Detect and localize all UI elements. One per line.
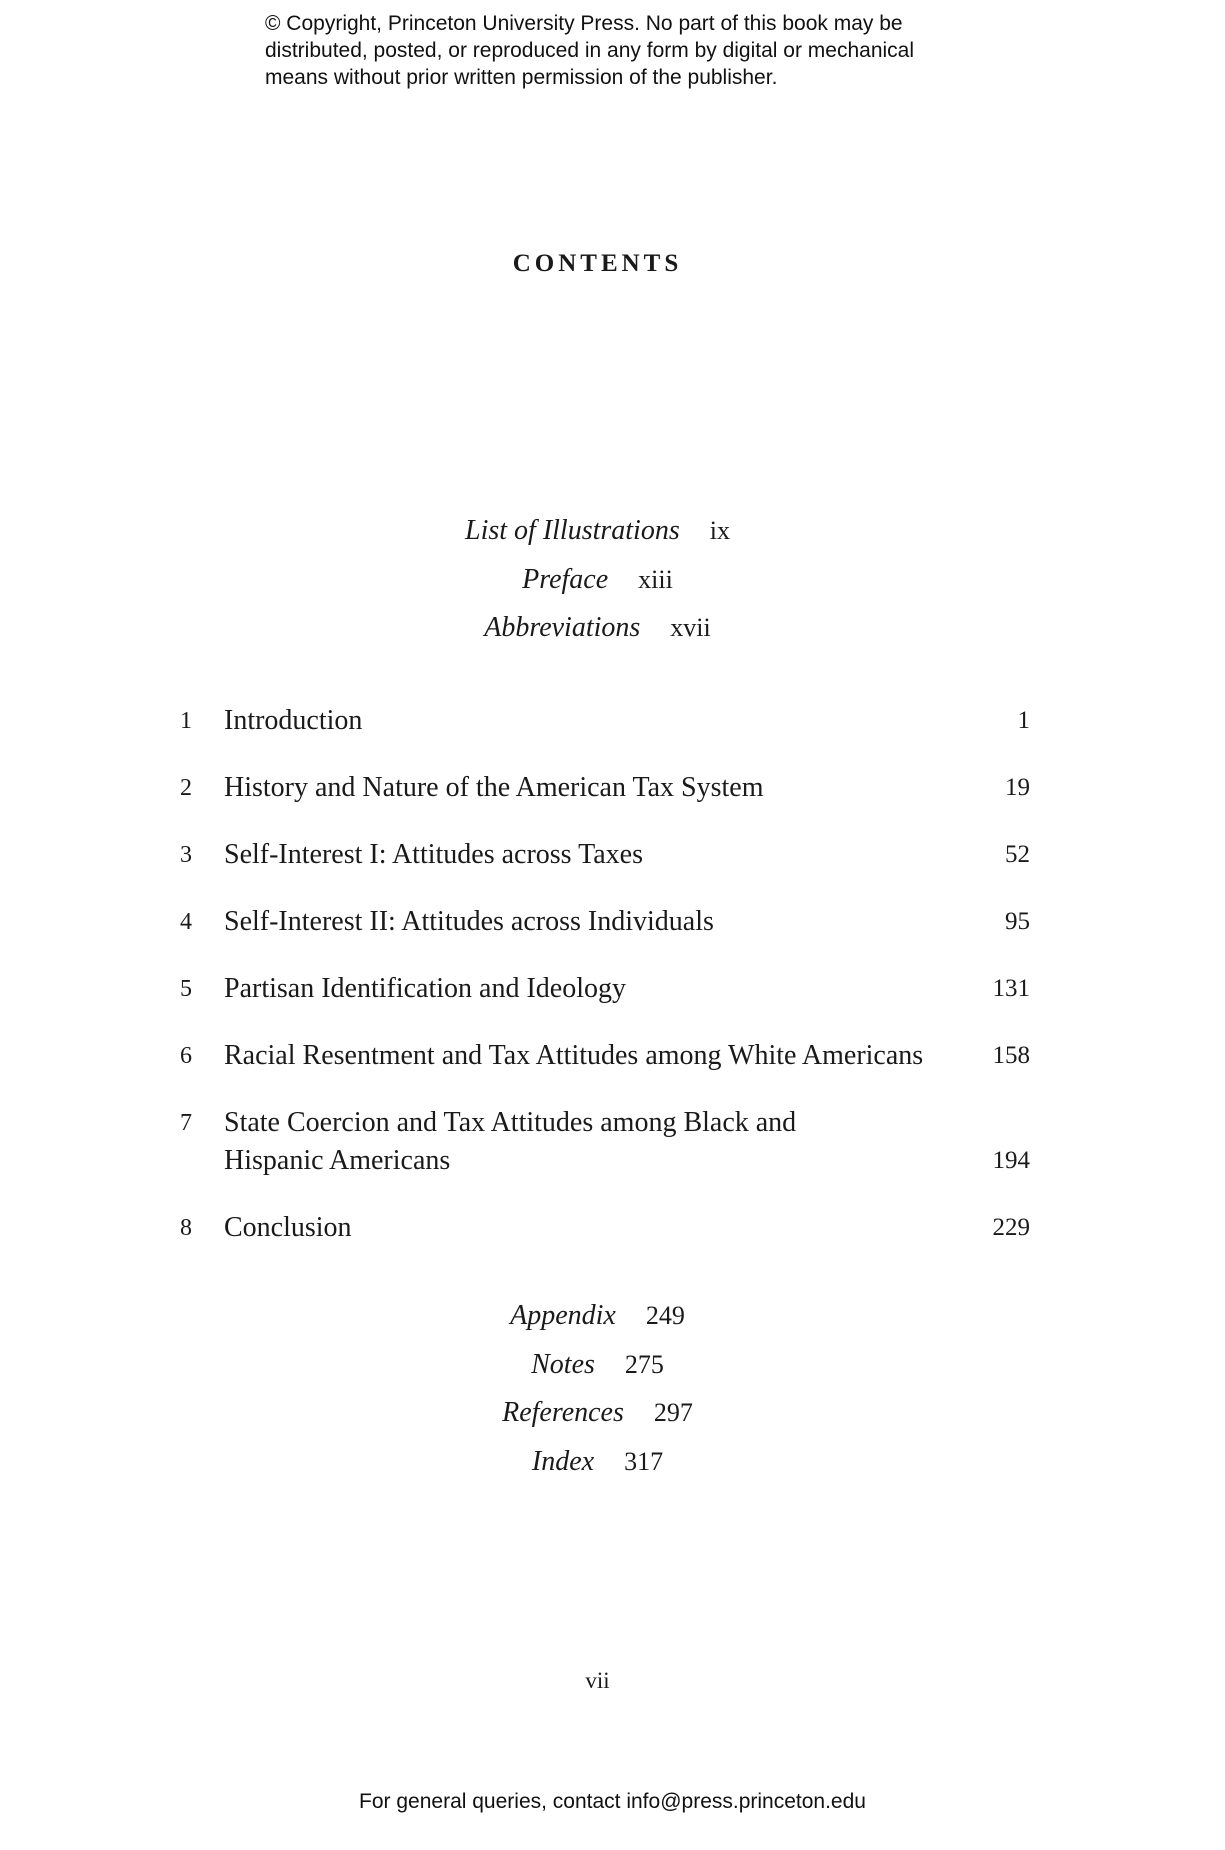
entry-page: 297: [653, 1398, 693, 1427]
chapter-page: 131: [992, 975, 1030, 1002]
chapter-page: 158: [992, 1042, 1030, 1069]
chapter-entry[interactable]: [180, 1209, 1030, 1247]
back-matter-entry[interactable]: [0, 1397, 1195, 1446]
chapter-title: [224, 769, 1030, 807]
entry-title: Abbreviations: [484, 612, 641, 643]
chapter-title-line: Introduction: [224, 705, 363, 736]
chapter-title-line: History and Nature of the American Tax System: [224, 772, 764, 803]
entry-page: xiii: [638, 564, 673, 594]
chapter-entry[interactable]: [180, 970, 1030, 1008]
chapter-title: [224, 1209, 1030, 1247]
front-matter-entry[interactable]: [0, 612, 1195, 661]
entry-title: Index: [531, 1445, 595, 1477]
chapter-title: [224, 836, 1030, 874]
chapter-entry[interactable]: [180, 769, 1030, 807]
copyright-line: © Copyright, Princeton University Press. No part of this book may be: [265, 12, 903, 35]
entry-title: Notes: [531, 1348, 595, 1380]
chapter-page: 229: [992, 1214, 1030, 1241]
chapter-list: [180, 702, 1030, 1276]
front-matter-list: [0, 515, 1195, 661]
chapter-title: [224, 970, 1030, 1008]
chapter-title-line: Self-Interest I: Attitudes across Taxes: [224, 839, 643, 870]
page-number: vii: [585, 1668, 610, 1693]
entry-title: References: [502, 1397, 624, 1428]
chapter-entry[interactable]: [180, 903, 1030, 941]
chapter-number: 2: [180, 775, 192, 801]
entry-page: 317: [624, 1446, 664, 1476]
back-matter-entry[interactable]: [0, 1446, 1195, 1495]
chapter-entry[interactable]: [180, 1104, 1030, 1180]
entry-page: ix: [709, 516, 730, 545]
chapter-title-line: Racial Resentment and Tax Attitudes among White Americans: [224, 1040, 924, 1071]
chapter-title: [224, 702, 1030, 740]
entry-title: Appendix: [510, 1300, 616, 1331]
entry-page: 249: [645, 1301, 685, 1330]
copyright-line: means without prior written permission of the publisher.: [265, 66, 778, 89]
chapter-title-line: Partisan Identification and Ideology: [224, 973, 626, 1004]
footer-contact: For general queries, contact info@press.princeton.edu: [359, 1790, 866, 1813]
chapter-title-line: Self-Interest II: Attitudes across Individuals: [224, 906, 714, 937]
chapter-title: [224, 1037, 1030, 1075]
chapter-title-line: Hispanic Americans: [224, 1145, 451, 1176]
chapter-number: 7: [180, 1110, 192, 1136]
chapter-entry[interactable]: [180, 702, 1030, 740]
chapter-entry[interactable]: [180, 1037, 1030, 1075]
copyright-notice: [265, 10, 1025, 91]
contents-heading: CONTENTS: [512, 250, 683, 277]
chapter-title: [224, 1104, 1030, 1180]
copyright-line: distributed, posted, or reproduced in any form by digital or mechanical: [265, 39, 915, 62]
chapter-number: 3: [180, 842, 192, 868]
chapter-page: 1: [1017, 707, 1030, 734]
chapter-number: 1: [180, 708, 192, 734]
chapter-number: 4: [180, 909, 192, 935]
chapter-page: 52: [1005, 841, 1030, 868]
chapter-number: 8: [180, 1215, 192, 1241]
entry-title: List of Illustrations: [465, 515, 680, 546]
chapter-entry[interactable]: [180, 836, 1030, 874]
back-matter-list: [0, 1300, 1195, 1494]
chapter-page: 19: [1005, 774, 1030, 801]
entry-page: 275: [624, 1349, 664, 1379]
front-matter-entry[interactable]: [0, 515, 1195, 564]
chapter-page: 194: [992, 1147, 1030, 1174]
entry-title: Preface: [522, 563, 609, 595]
entry-page: xvii: [670, 613, 711, 642]
chapter-number: 5: [180, 976, 192, 1002]
chapter-title-line: State Coercion and Tax Attitudes among Black and: [224, 1107, 797, 1138]
chapter-title: [224, 903, 1030, 941]
chapter-number: 6: [180, 1043, 192, 1069]
back-matter-entry[interactable]: [0, 1300, 1195, 1349]
chapter-page: 95: [1005, 908, 1030, 935]
front-matter-entry[interactable]: [0, 564, 1195, 613]
back-matter-entry[interactable]: [0, 1349, 1195, 1398]
chapter-title-line: Conclusion: [224, 1212, 352, 1243]
